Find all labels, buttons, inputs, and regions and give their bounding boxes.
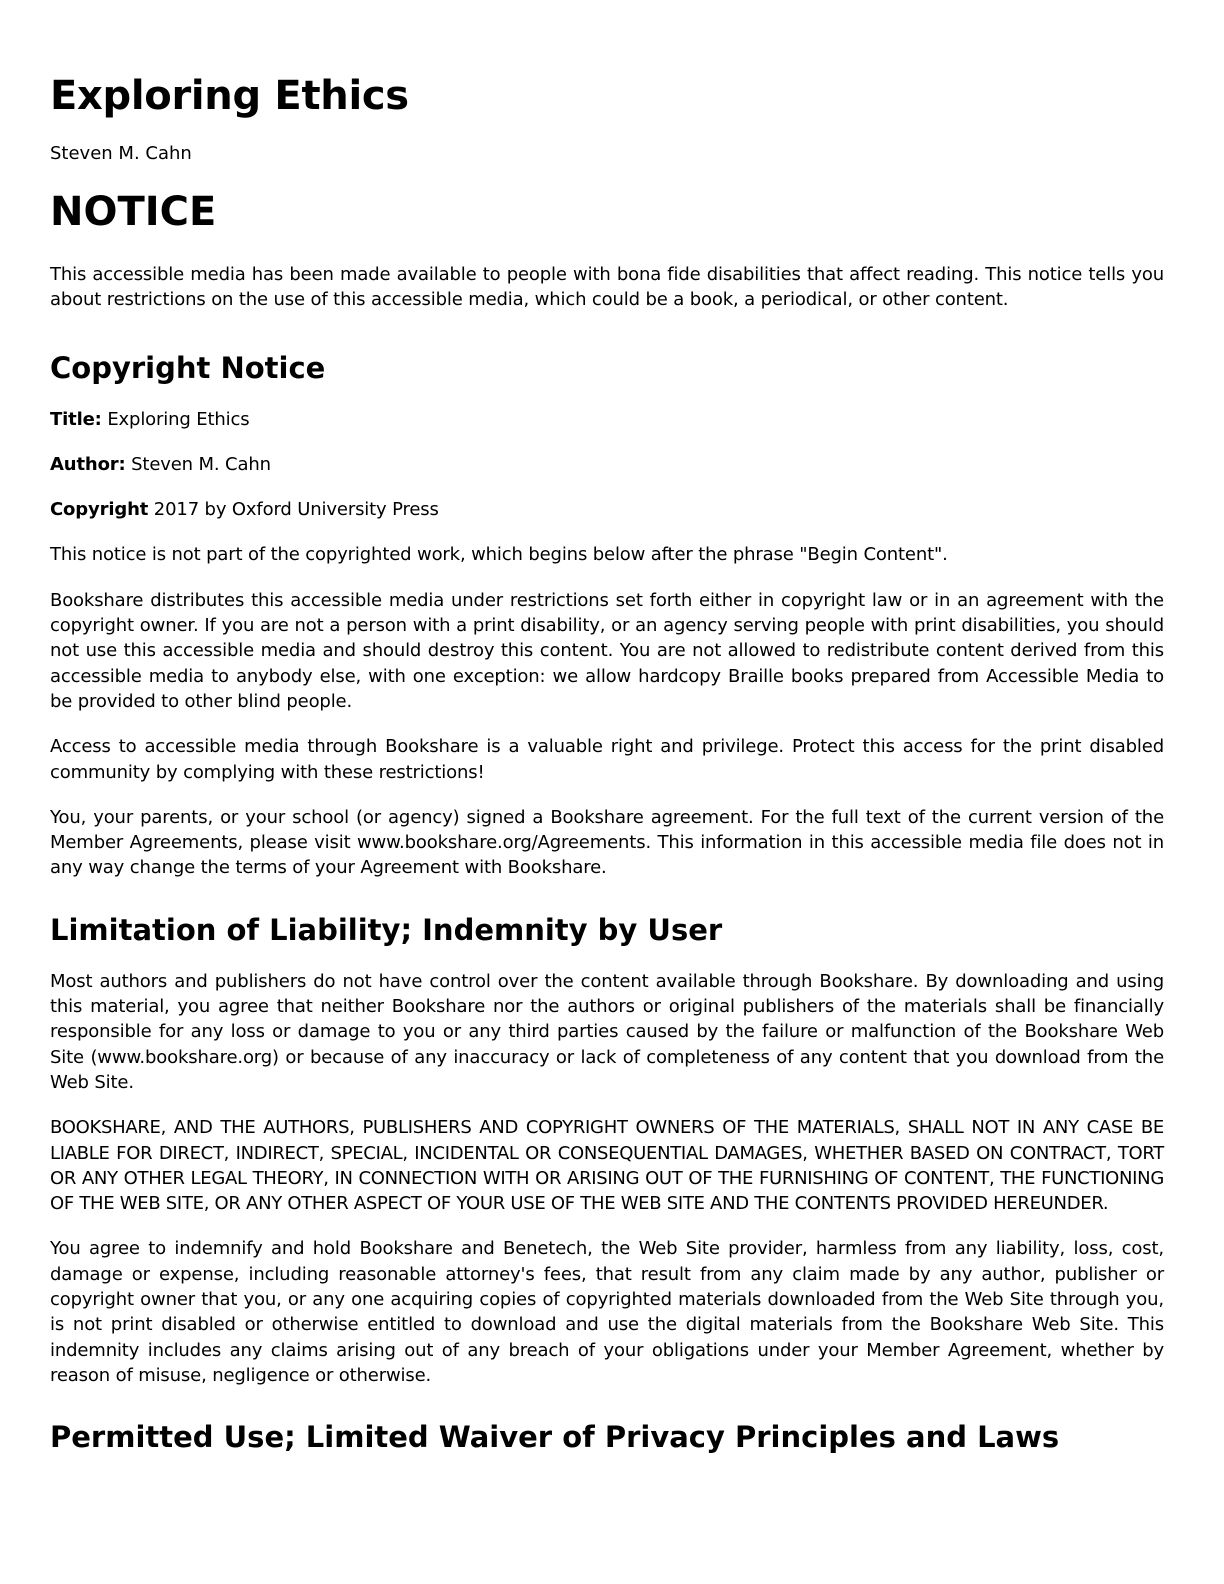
paragraph-access: Access to accessible media through Bookshare is a valuable right and privilege. Protect this access for the print disabled community by complying with these restrictions! [50,736,1164,783]
liability-heading: Limitation of Liability; Indemnity by User [50,912,723,947]
notice-intro: This accessible media has been made available to people with bona fide disabilities that affect reading. This notice tells you about restrictions on the use of this accessible media, which could be a book, a periodical, or other content. [50,264,1164,311]
document-title: Exploring Ethics [50,73,409,119]
paragraph-distributes: Bookshare distributes this accessible media under restrictions set forth either in copyright law or in an agreement with the copyright owner. If you are not a person with a print disability, or an agency serving people with print disabilities, you should not use this accessible media and should destroy this content. You are not allowed to redistribute content derived from this accessible media to anybody else, with one exception: we allow hardcopy Braille books prepared from Accessible Media to be provided to other blind people. [50,589,1164,712]
permitted-use-heading: Permitted Use; Limited Waiver of Privacy Principles and Laws [50,1420,1060,1455]
paragraph-control: Most authors and publishers do not have control over the content available through Bookshare. By downloading and using this material, you agree that neither Bookshare nor the authors or original publishers of the materials shall be financially responsible for any loss or damage to you or any third parties caused by the failure or malfunction of the Bookshare Web Site (www.bookshare.org) or because of any inaccuracy or lack of completeness of any content that you download from the Web Site. [50,970,1164,1093]
notice-heading: NOTICE [50,189,217,235]
title-value: Exploring Ethics [107,408,250,430]
author-value: Steven M. Cahn [131,453,271,475]
document-author: Steven M. Cahn [50,143,192,164]
copyright-label: Copyright [50,499,149,521]
paragraph-agreement: You, your parents, or your school (or agency) signed a Bookshare agreement. For the full text of the current version of the Member Agreements, please visit www.bookshare.org/Agreements. This information in this accessible media file does not in any way change the terms of your Agreement with Bookshare. [50,806,1164,879]
author-field [50,452,1164,477]
copyright-field [50,497,1164,522]
title-field [50,407,1164,432]
paragraph-liability-caps: BOOKSHARE, AND THE AUTHORS, PUBLISHERS AND COPYRIGHT OWNERS OF THE MATERIALS, SHALL NOT IN ANY CASE BE LIABLE FOR DIRECT, INDIRECT, SPECIAL, INCIDENTAL OR CONSEQUENTIAL DAMAGES, WHETHER BASED ON CONTRACT, TORT OR ANY OTHER LEGAL THEORY, IN CONNECTION WITH OR ARISING OUT OF THE FURNISHING OF CONTENT, THE FUNCTIONING OF THE WEB SITE, OR ANY OTHER ASPECT OF YOUR USE OF THE WEB SITE AND THE CONTENTS PROVIDED HEREUNDER. [50,1117,1164,1215]
paragraph-indemnify: You agree to indemnify and hold Bookshare and Benetech, the Web Site provider, harmless from any liability, loss, cost, damage or expense, including reasonable attorney's fees, that result from any claim made by any author, publisher or copyright owner that you, or any one acquiring copies of copyrighted materials downloaded from the Web Site through you, is not print disabled or otherwise entitled to download and use the digital materials from the Bookshare Web Site. This indemnity includes any claims arising out of any breach of your obligations under your Member Agreement, whether by reason of misuse, negligence or otherwise. [50,1238,1164,1386]
paragraph-not-part: This notice is not part of the copyrighted work, which begins below after the phrase "Begin Content". [50,544,948,566]
author-label: Author: [50,453,126,475]
copyright-value: 2017 by Oxford University Press [153,499,439,521]
title-label: Title: [50,408,102,430]
copyright-notice-heading: Copyright Notice [50,350,326,385]
